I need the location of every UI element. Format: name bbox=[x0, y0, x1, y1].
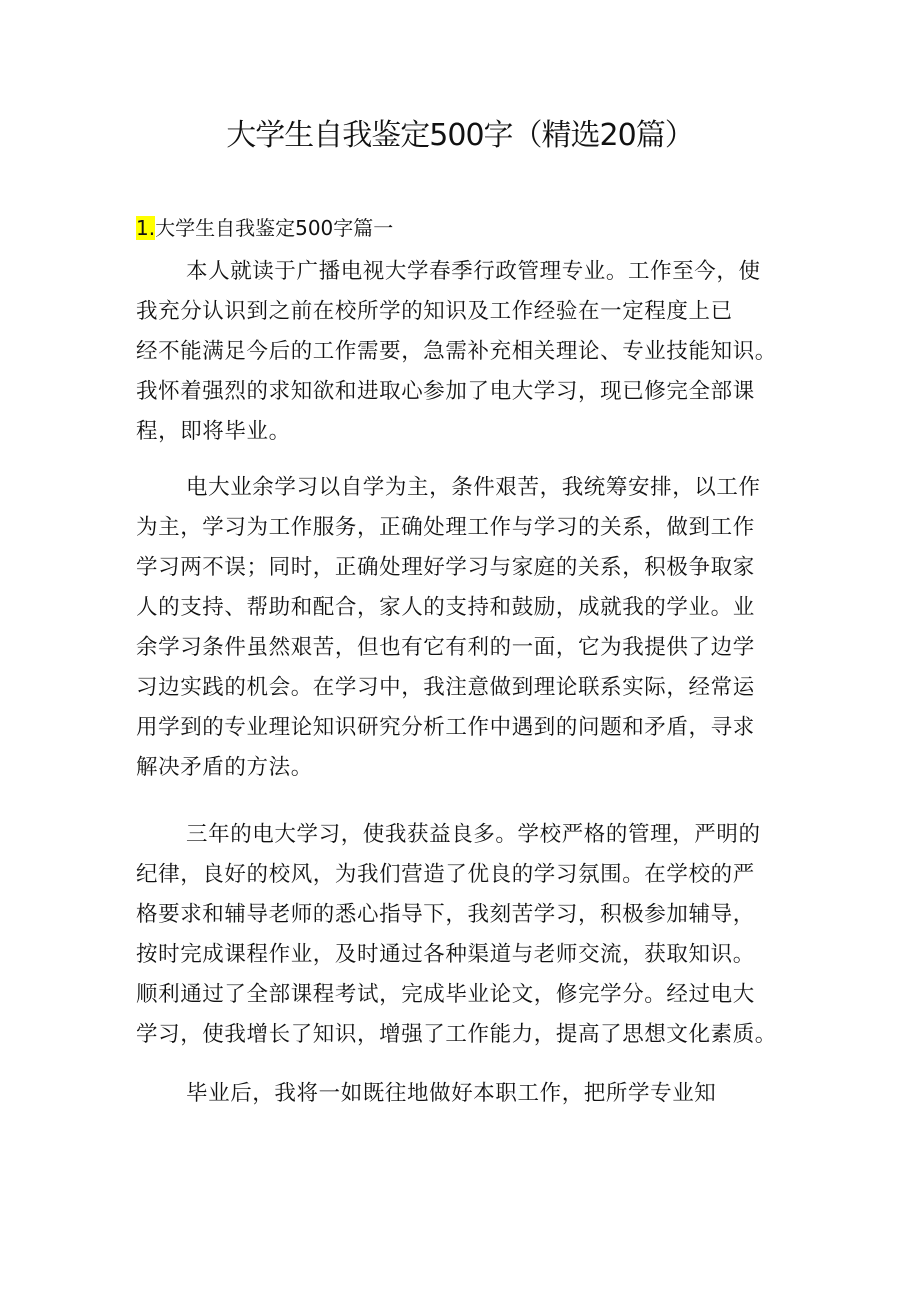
text-line: 我充分认识到之前在校所学的知识及工作经验在一定程度上已 bbox=[136, 299, 733, 324]
text-line: 毕业后，我将一如既往地做好本职工作，把所学专业知 bbox=[186, 1081, 717, 1106]
section-heading bbox=[136, 208, 393, 248]
text-line: 本人就读于广播电视大学春季行政管理专业。工作至今，使 bbox=[186, 259, 761, 284]
text-line: 经不能满足今后的工作需要，急需补充相关理论、专业技能知识。 bbox=[136, 339, 777, 364]
text-line: 格要求和辅导老师的悉心指导下，我刻苦学习，积极参加辅导， bbox=[136, 902, 755, 927]
text-line: 纪律，良好的校风，为我们营造了优良的学习氛围。在学校的严 bbox=[136, 862, 755, 887]
paragraph-4 bbox=[136, 1074, 788, 1114]
text-line: 电大业余学习以自学为主，条件艰苦，我统筹安排，以工作 bbox=[186, 475, 761, 500]
text-line: 顺利通过了全部课程考试，完成毕业论文，修完学分。经过电大 bbox=[136, 982, 755, 1007]
text-line: 三年的电大学习，使我获益良多。学校严格的管理，严明的 bbox=[186, 822, 761, 847]
text-line: 为主，学习为工作服务，正确处理工作与学习的关系，做到工作 bbox=[136, 515, 755, 540]
text-line: 习边实践的机会。在学习中，我注意做到理论联系实际，经常运 bbox=[136, 675, 755, 700]
section-heading-text: 大学生自我鉴定500字篇一 bbox=[155, 216, 394, 240]
text-line: 程，即将毕业。 bbox=[136, 419, 291, 444]
text-line: 余学习条件虽然艰苦，但也有它有利的一面，它为我提供了边学 bbox=[136, 635, 755, 660]
text-line: 按时完成课程作业，及时通过各种渠道与老师交流，获取知识。 bbox=[136, 942, 755, 967]
text-line: 我怀着强烈的求知欲和进取心参加了电大学习，现已修完全部课 bbox=[136, 379, 755, 404]
paragraph-3 bbox=[136, 815, 788, 1055]
section-number-highlight: 1. bbox=[136, 216, 156, 240]
text-line: 解决矛盾的方法。 bbox=[136, 755, 313, 780]
text-line: 学习，使我增长了知识，增强了工作能力，提高了思想文化素质。 bbox=[136, 1022, 777, 1047]
text-line: 学习两不误；同时，正确处理好学习与家庭的关系，积极争取家 bbox=[136, 555, 755, 580]
document-title: 大学生自我鉴定500字（精选20篇） bbox=[226, 118, 694, 153]
paragraph-2 bbox=[136, 468, 788, 788]
text-line: 用学到的专业理论知识研究分析工作中遇到的问题和矛盾，寻求 bbox=[136, 715, 755, 740]
text-line: 人的支持、帮助和配合，家人的支持和鼓励，成就我的学业。业 bbox=[136, 595, 755, 620]
paragraph-1 bbox=[136, 252, 788, 452]
